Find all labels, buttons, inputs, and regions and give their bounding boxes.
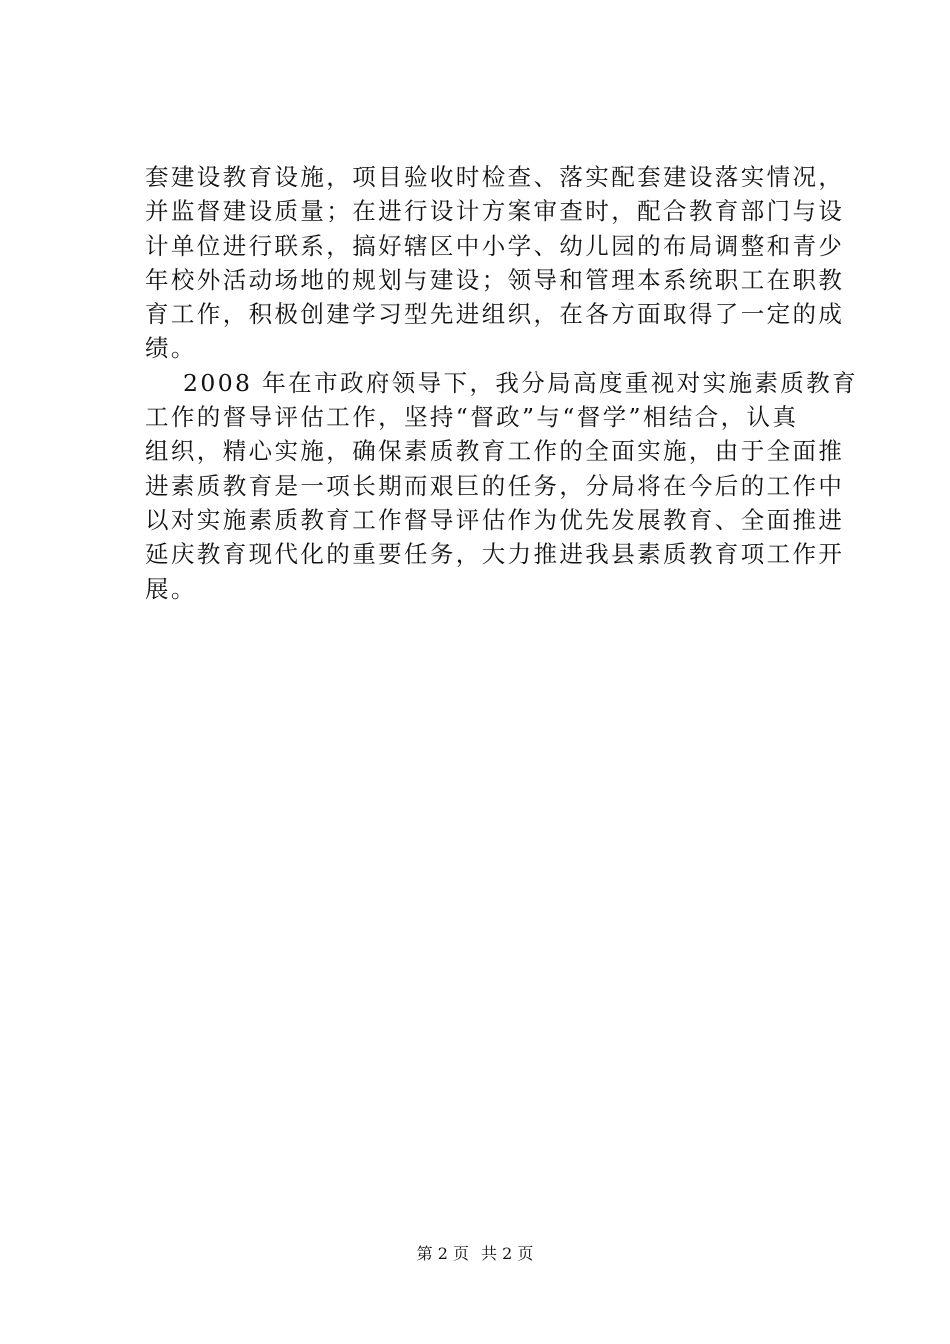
page-number: 第 2 页 <box>416 1244 469 1263</box>
document-body <box>145 160 858 606</box>
page-footer <box>0 1243 950 1265</box>
page-total: 共 2 页 <box>481 1244 534 1263</box>
text-line: 绩。 <box>145 334 197 363</box>
text-line: 年校外活动场地的规划与建设；领导和管理本系统职工在职教 <box>145 265 845 294</box>
text-line: 延庆教育现代化的重要任务，大力推进我县素质教育项工作开 <box>145 540 845 569</box>
text-line: 展。 <box>145 574 197 603</box>
text-line: 进素质教育是一项长期而艰巨的任务，分局将在今后的工作中 <box>145 471 845 500</box>
text-line: 工作的督导评估工作，坚持“督政”与“督学”相结合，认真 <box>145 403 799 432</box>
text-line: 2008 年在市政府领导下，我分局高度重视对实施素质教育 <box>183 368 858 397</box>
text-line: 组织，精心实施，确保素质教育工作的全面实施，由于全面推 <box>145 437 845 466</box>
text-line: 套建设教育设施，项目验收时检查、落实配套建设落实情况， <box>145 163 845 191</box>
text-line: 计单位进行联系，搞好辖区中小学、幼儿园的布局调整和青少 <box>145 231 845 260</box>
text-line: 育工作，积极创建学习型先进组织，在各方面取得了一定的成 <box>145 300 845 329</box>
text-line: 以对实施素质教育工作督导评估作为优先发展教育、全面推进 <box>145 505 845 534</box>
text-line: 并监督建设质量；在进行设计方案审查时，配合教育部门与设 <box>145 197 845 226</box>
